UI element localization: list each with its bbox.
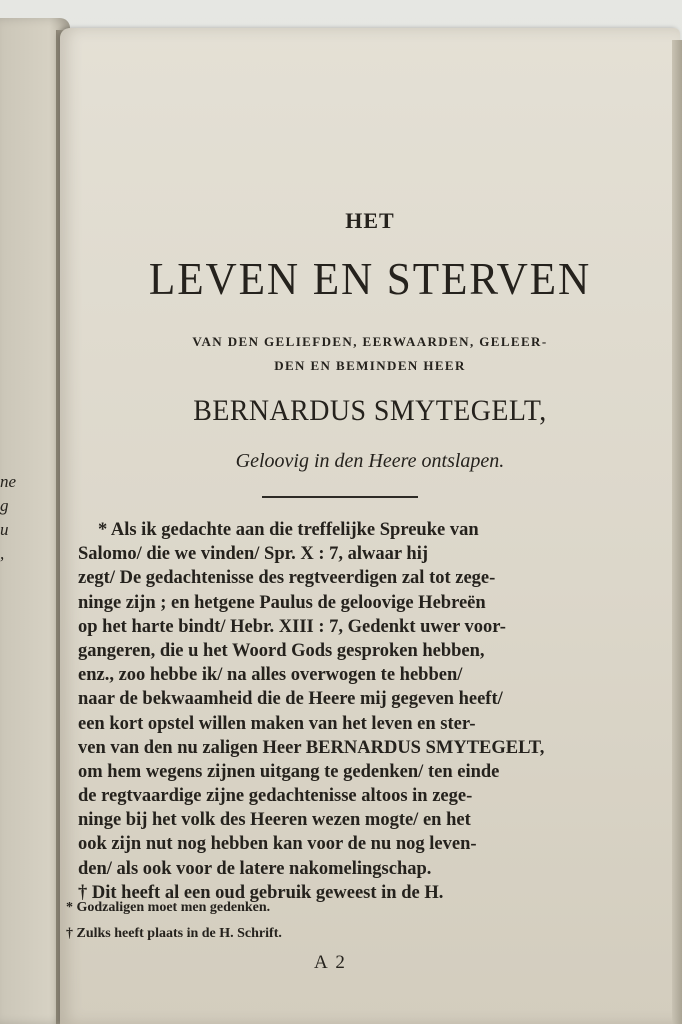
footnote-1: * Godzaligen moet men gedenken. bbox=[66, 900, 271, 915]
subtitle bbox=[100, 330, 640, 378]
body-line: * Als ik gedachte aan die treffelijke Spreuke van bbox=[98, 520, 479, 540]
subtitle-line-2: DEN EN BEMINDEN HEER bbox=[274, 358, 466, 373]
signature-mark: A 2 bbox=[314, 952, 347, 973]
body-line: op het harte bindt/ Hebr. XIII : 7, Gedenkt uwer voor- bbox=[78, 616, 506, 637]
body-line: de regtvaardige zijne gedachtenisse altoos in zege- bbox=[78, 786, 473, 807]
body-line: ninge bij het volk des Heeren wezen mogte/ en het bbox=[78, 810, 471, 831]
subtitle-line-1: VAN DEN GELIEFDEN, EERWAARDEN, GELEER- bbox=[192, 334, 548, 349]
heading-het: HET bbox=[345, 208, 395, 233]
left-page-text-fragment: ne g u , bbox=[0, 472, 17, 563]
body-line: een kort opstel willen maken van het leven en ster- bbox=[78, 713, 476, 734]
footnote-2: † Zulks heeft plaats in de H. Schrift. bbox=[66, 926, 282, 941]
body-line: gangeren, die u het Woord Gods gesproken hebben, bbox=[78, 640, 485, 661]
body-text bbox=[78, 518, 618, 905]
body-line: ninge zijn ; en hetgene Paulus de geloovige Hebreën bbox=[78, 592, 486, 613]
body-line: om hem wegens zijnen uitgang te gedenken/ ten einde bbox=[78, 761, 500, 782]
body-line: den/ als ook voor de latere nakomelingschap. bbox=[78, 858, 432, 879]
body-line: zegt/ De gedachtenisse des regtveerdigen zal tot zege- bbox=[78, 568, 496, 589]
body-line: enz., zoo hebbe ik/ na alles overwogen te hebben/ bbox=[78, 665, 463, 686]
divider-rule bbox=[262, 496, 418, 498]
body-line: ook zijn nut nog hebben kan voor de nu nog leven- bbox=[78, 834, 477, 855]
right-page-edge bbox=[672, 40, 682, 1024]
body-line: naar de bekwaamheid die de Heere mij gegeven heeft/ bbox=[78, 689, 503, 710]
body-line: ven van den nu zaligen Heer BERNARDUS SMYTEGELT, bbox=[78, 737, 545, 758]
body-line: † Dit heeft al een oud gebruik geweest in de H. bbox=[78, 882, 444, 903]
body-line: Salomo/ die we vinden/ Spr. X : 7, alwaar hij bbox=[78, 544, 429, 565]
main-title: LEVEN EN STERVEN bbox=[148, 253, 592, 304]
person-name: BERNARDUS SMYTEGELT, bbox=[193, 394, 547, 427]
epithet: Geloovig in den Heere ontslapen. bbox=[235, 450, 505, 472]
